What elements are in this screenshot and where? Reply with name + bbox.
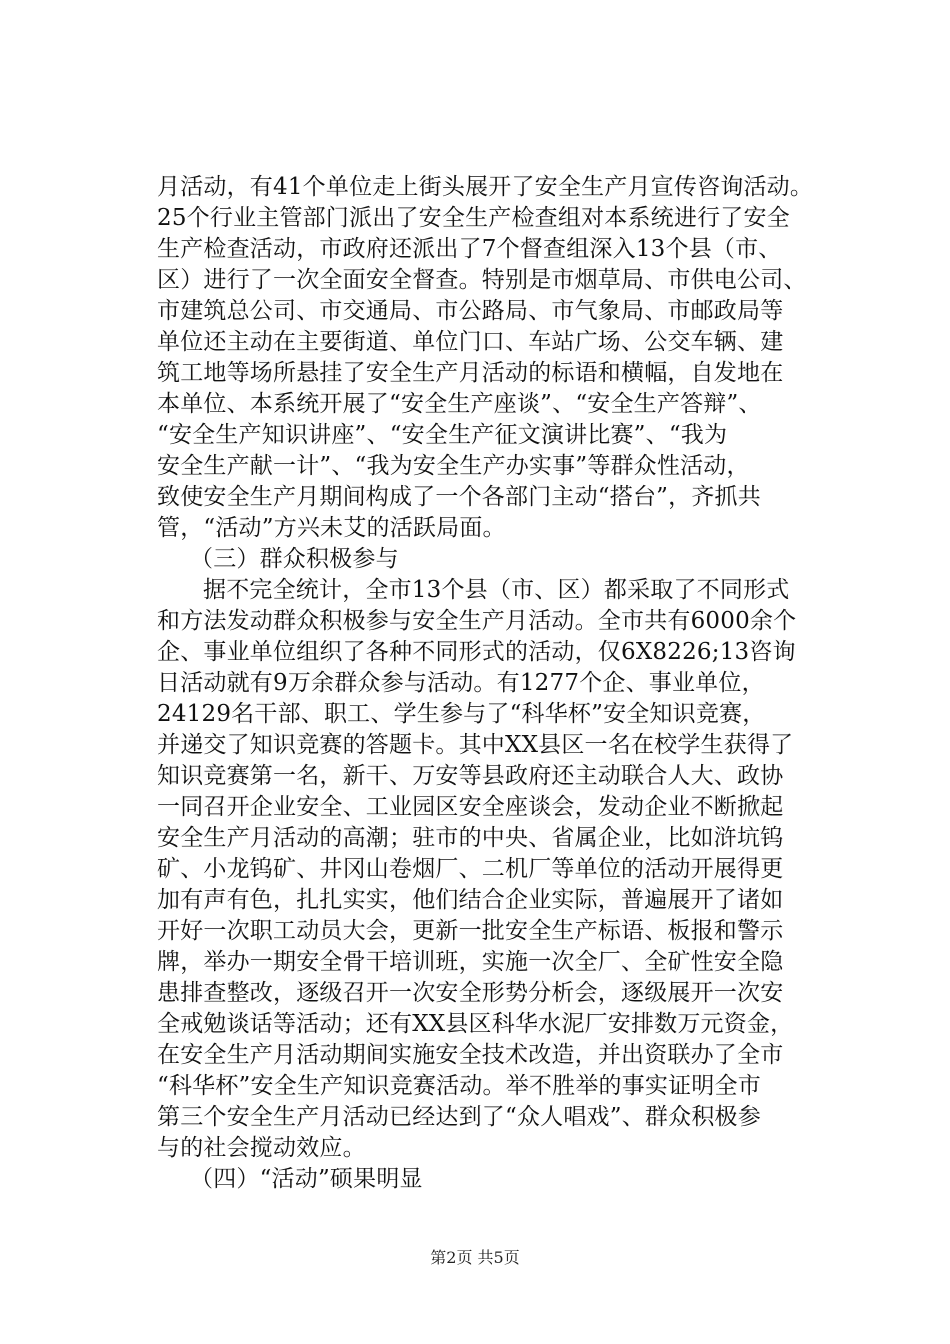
page-footer <box>0 1245 950 1268</box>
text-line: 据不完全统计，全市13个县（市、区）都采取了不同形式 <box>203 577 790 603</box>
text-line: 在安全生产月活动期间实施安全技术改造，并出资联办了全市 <box>157 1042 784 1068</box>
text-line: 第三个安全生产月活动已经达到了“众人唱戏”、群众积极参 <box>157 1104 761 1130</box>
text-line: 单位还主动在主要街道、单位门口、车站广场、公交车辆、建 <box>157 329 784 355</box>
text-line: 本单位、本系统开展了“安全生产座谈”、“安全生产答辩”、 <box>157 391 762 417</box>
body-text <box>157 172 814 1195</box>
text-line: 并递交了知识竞赛的答题卡。其中XX县区一名在校学生获得了 <box>157 732 794 758</box>
text-line: 日活动就有9万余群众参与活动。有1277个企、事业单位， <box>157 670 765 696</box>
text-line: 矿、小龙钨矿、井冈山卷烟厂、二机厂等单位的活动开展得更 <box>157 856 784 882</box>
text-line: 与的社会搅动效应。 <box>157 1135 366 1161</box>
text-line: 致使安全生产月期间构成了一个各部门主动“搭台”，齐抓共 <box>157 484 761 510</box>
text-line: 企、事业单位组织了各种不同形式的活动，仅6X8226;13咨询 <box>157 639 796 665</box>
text-line: 和方法发动群众积极参与安全生产月活动。全市共有6000余个 <box>157 608 797 634</box>
text-line: 管，“活动”方兴未艾的活跃局面。 <box>157 515 506 541</box>
page-number: 第2页 共5页 <box>430 1248 520 1267</box>
text-line: 知识竞赛第一名，新干、万安等县政府还主动联合人大、政协 <box>157 763 784 789</box>
text-line: 24129名干部、职工、学生参与了“科华杯”安全知识竞赛， <box>157 701 766 727</box>
text-line: 月活动，有41个单位走上街头展开了安全生产月宣传咨询活动。 <box>157 174 814 200</box>
text-line: 牌，举办一期安全骨干培训班，实施一次全厂、全矿性安全隐 <box>157 949 784 975</box>
text-line: 全戒勉谈话等活动；还有XX县区科华水泥厂安排数万元资金， <box>157 1011 794 1037</box>
text-line: 安全生产月活动的高潮；驻市的中央、省属企业，比如浒坑钨 <box>157 825 784 851</box>
section-heading: （四）“活动”硕果明显 <box>190 1166 423 1192</box>
text-line: “安全生产知识讲座”、“安全生产征文演讲比赛”、“我为 <box>157 422 728 448</box>
text-line: 区）进行了一次全面安全督查。特别是市烟草局、市供电公司、 <box>157 267 807 293</box>
text-line: “科华杯”安全生产知识竞赛活动。举不胜举的事实证明全市 <box>157 1073 761 1099</box>
section-heading: （三）群众积极参与 <box>190 546 399 572</box>
text-line: 加有声有色，扎扎实实，他们结合企业实际，普遍展开了诸如 <box>157 887 784 913</box>
text-line: 安全生产献一计”、“我为安全生产办实事”等群众性活动， <box>157 453 750 479</box>
text-line: 市建筑总公司、市交通局、市公路局、市气象局、市邮政局等 <box>157 298 784 324</box>
text-line: 开好一次职工动员大会，更新一批安全生产标语、板报和警示 <box>157 918 784 944</box>
text-line: 25个行业主管部门派出了安全生产检查组对本系统进行了安全 <box>157 205 790 231</box>
text-line: 患排查整改，逐级召开一次安全形势分析会，逐级展开一次安 <box>157 980 784 1006</box>
text-line: 筑工地等场所悬挂了安全生产月活动的标语和横幅，自发地在 <box>157 360 784 386</box>
text-line: 生产检查活动，市政府还派出了7个督查组深入13个县（市、 <box>157 236 782 262</box>
text-line: 一同召开企业安全、工业园区安全座谈会，发动企业不断掀起 <box>157 794 784 820</box>
